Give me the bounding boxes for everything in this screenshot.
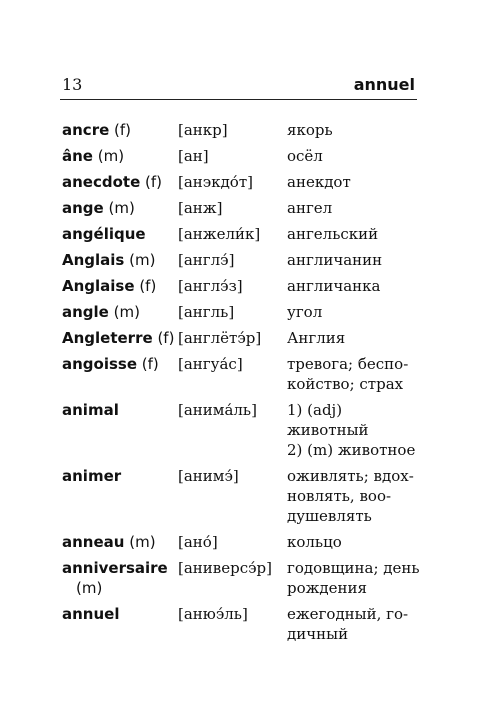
gender-label: (m): [129, 533, 156, 551]
translation-line: душевлять: [287, 507, 372, 525]
transcription: [англэ́]: [178, 251, 235, 269]
translation-line: оживлять; вдох-: [287, 467, 414, 485]
translation: [287, 120, 422, 140]
translation: [287, 354, 422, 394]
header-rule: [60, 99, 417, 100]
page-number: 13: [62, 75, 83, 94]
dictionary-entry: [62, 466, 422, 526]
transcription: [анжели́к]: [178, 225, 261, 243]
translation-line: осёл: [287, 147, 323, 165]
gender-label: (f): [139, 277, 157, 295]
headword: Anglaise: [62, 277, 135, 295]
translation: [287, 466, 422, 526]
dictionary-entry: [62, 146, 422, 166]
headword-cell: [62, 466, 178, 526]
translation-line: кольцо: [287, 533, 342, 551]
headword-cell: [62, 354, 178, 394]
gender-label: (m): [113, 303, 140, 321]
gender-label: (m): [97, 147, 125, 165]
headword-cell: [62, 302, 178, 322]
headword-cell: [62, 532, 178, 552]
translation: [287, 172, 422, 192]
translation-line: англичанка: [287, 277, 381, 295]
transcription: [анкр]: [178, 121, 228, 139]
dictionary-entry: [62, 120, 422, 140]
headword: ancre: [62, 121, 110, 139]
headword-cell: [62, 172, 178, 192]
dictionary-entry: [62, 328, 422, 348]
gender-label: (m): [76, 579, 103, 597]
transcription: [ано́]: [178, 533, 218, 551]
running-head: annuel: [353, 75, 415, 94]
gender-label: (m): [129, 251, 156, 269]
gender-label: (f): [157, 329, 175, 347]
headword: animer: [62, 467, 122, 485]
translation-line: ежегодный, го-: [287, 605, 409, 623]
gender-label: (f): [145, 173, 163, 191]
translation: [287, 604, 422, 644]
headword: anecdote: [62, 173, 141, 191]
transcription: [англётэ́р]: [178, 329, 262, 347]
dictionary-entry: [62, 250, 422, 270]
headword: anniversaire: [62, 559, 168, 577]
gender-label: (m): [108, 199, 135, 217]
translation-line: дичный: [287, 625, 349, 643]
headword: angle: [62, 303, 109, 321]
page-header: [62, 72, 415, 94]
transcription: [анж]: [178, 199, 223, 217]
translation: [287, 198, 422, 218]
headword-cell: [62, 146, 178, 166]
dictionary-entry: [62, 532, 422, 552]
transcription: [аниверсэ́р]: [178, 559, 272, 577]
translation-line: 1) (adj) животный: [287, 401, 369, 439]
translation: [287, 302, 422, 322]
dictionary-entry: [62, 224, 422, 244]
translation-line: койство; страх: [287, 375, 404, 393]
headword-cell: [62, 198, 178, 218]
translation-line: новлять, воо-: [287, 487, 392, 505]
transcription: [анимэ́]: [178, 467, 239, 485]
headword-cell: [62, 276, 178, 296]
translation-line: ангельский: [287, 225, 379, 243]
translation: [287, 224, 422, 244]
transcription: [анима́ль]: [178, 401, 257, 419]
headword: angoisse: [62, 355, 138, 373]
entry-list: [62, 120, 422, 650]
translation: [287, 532, 422, 552]
translation: [287, 558, 422, 598]
transcription: [англь]: [178, 303, 235, 321]
transcription: [англэ́з]: [178, 277, 243, 295]
translation-line: 2) (m) животное: [287, 441, 416, 459]
translation-line: англичанин: [287, 251, 383, 269]
headword: animal: [62, 401, 119, 419]
translation-line: угол: [287, 303, 323, 321]
translation: [287, 400, 422, 460]
dictionary-entry: [62, 558, 422, 598]
transcription: [анюэ́ль]: [178, 605, 248, 623]
headword-cell: [62, 250, 178, 270]
translation-line: годовщина; день: [287, 559, 420, 577]
transcription: [ан]: [178, 147, 209, 165]
dictionary-entry: [62, 276, 422, 296]
dictionary-entry: [62, 172, 422, 192]
translation-line: анекдот: [287, 173, 351, 191]
translation-line: ангел: [287, 199, 333, 217]
headword: ange: [62, 199, 104, 217]
translation-line: Англия: [287, 329, 346, 347]
dictionary-entry: [62, 354, 422, 394]
headword-cell: [62, 120, 178, 140]
headword-cell: [62, 558, 178, 598]
headword-cell: [62, 604, 178, 644]
translation: [287, 250, 422, 270]
headword: Angleterre: [62, 329, 153, 347]
transcription: [анэкдо́т]: [178, 173, 253, 191]
transcription: [ангуа́с]: [178, 355, 243, 373]
headword-cell: [62, 400, 178, 460]
headword: anneau: [62, 533, 125, 551]
translation-line: якорь: [287, 121, 333, 139]
headword-cell: [62, 328, 178, 348]
gender-label: (f): [141, 355, 159, 373]
headword-cell: [62, 224, 178, 244]
translation-line: тревога; беспо-: [287, 355, 409, 373]
headword: âne: [62, 147, 93, 165]
headword: annuel: [62, 605, 120, 623]
dictionary-entry: [62, 302, 422, 322]
translation: [287, 146, 422, 166]
dictionary-entry: [62, 198, 422, 218]
translation-line: рождения: [287, 579, 368, 597]
headword: Anglais: [62, 251, 125, 269]
headword: angélique: [62, 225, 146, 243]
gender-label: (f): [114, 121, 132, 139]
translation: [287, 276, 422, 296]
dictionary-entry: [62, 400, 422, 460]
dictionary-entry: [62, 604, 422, 644]
translation: [287, 328, 422, 348]
